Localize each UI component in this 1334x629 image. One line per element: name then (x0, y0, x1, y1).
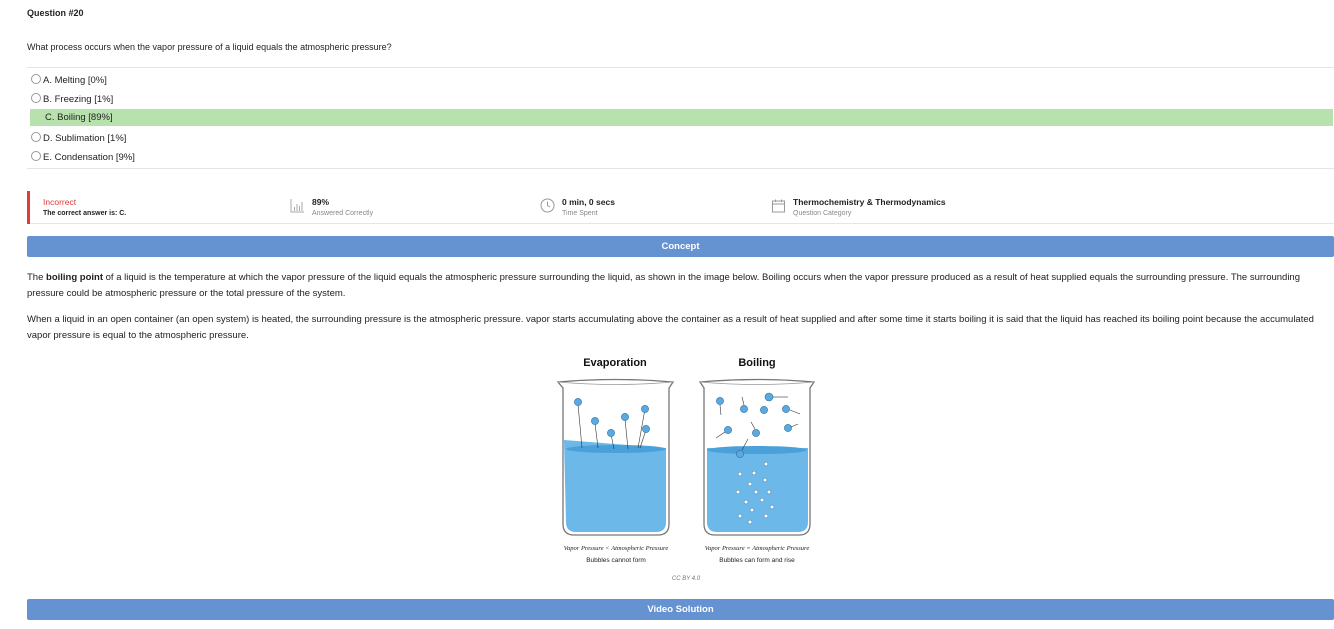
result-status (43, 197, 126, 217)
evaporation-title: Evaporation (583, 357, 647, 369)
time-value: 0 min, 0 secs (562, 197, 615, 207)
calendar-icon (771, 198, 786, 213)
license-text: CC BY 4.0 (671, 576, 701, 582)
result-bar (27, 191, 1334, 224)
option-d[interactable] (31, 130, 1334, 147)
bar-chart-icon (290, 198, 305, 213)
radio-icon[interactable] (31, 74, 41, 84)
option-b[interactable] (31, 91, 1334, 108)
boiling-caption-1: Vapor Pressure = Atmospheric Pressure (704, 545, 810, 552)
clock-icon (540, 198, 555, 213)
time-stat (562, 197, 615, 217)
percent-value: 89% (312, 197, 330, 207)
option-label: A. Melting [0%] (43, 75, 107, 86)
concept-header[interactable]: Concept (27, 236, 1334, 257)
percent-label: Answered Correctly (312, 210, 374, 217)
time-label: Time Spent (562, 210, 598, 217)
boiling-title: Boiling (738, 357, 776, 369)
boiling-caption-2: Bubbles can form and rise (719, 557, 795, 564)
category-stat (793, 197, 946, 217)
radio-icon[interactable] (31, 151, 41, 161)
radio-icon[interactable] (31, 132, 41, 142)
percent-stat (312, 197, 373, 217)
concept-paragraph-2: When a liquid in an open container (an open system) is heated, the surrounding pressure is the atmospheric pressure. vapor starts accumulating above the container as a result of heat supplied and after some time it starts boiling it is said that the liquid has reached its boiling point because the accumulated vapor pressure is equal to the atmospheric pressure. (27, 314, 1314, 341)
incorrect-indicator (27, 191, 30, 224)
p1-post: of a liquid is the temperature at which the vapor pressure of the liquid equals the atmospheric pressure surrounding the liquid, as shown in the image below. Boiling occurs when the vapor pressure produced as a result of heat supplied equals the surrounding pressure. The surrounding pressure could be atmospheric pressure or the total pressure of the system. (27, 272, 1300, 299)
category-value: Thermochemistry & Thermodynamics (793, 197, 946, 207)
option-e[interactable] (31, 149, 1334, 166)
correct-answer-text: The correct answer is: C. (43, 210, 127, 217)
status-text: Incorrect (43, 197, 77, 207)
p1-pre: The (27, 272, 47, 283)
option-c-correct[interactable] (30, 109, 1333, 126)
question-title: Question #20 (27, 8, 84, 18)
evaporation-caption-1: Vapor Pressure < Atmospheric Pressure (563, 545, 669, 552)
beakers-diagram (550, 352, 822, 574)
video-solution-header[interactable]: Video Solution (27, 599, 1334, 620)
p1-bold: boiling point (46, 272, 103, 283)
option-a[interactable] (31, 72, 1334, 89)
answer-options (27, 67, 1334, 169)
option-label: C. Boiling [89%] (45, 112, 113, 123)
evaporation-beaker (558, 380, 673, 536)
category-label: Question Category (793, 210, 852, 217)
option-label: E. Condensation [9%] (43, 152, 135, 163)
concept-paragraph-1 (27, 270, 1334, 302)
option-label: D. Sublimation [1%] (43, 133, 127, 144)
boiling-figure (550, 352, 822, 588)
option-label: B. Freezing [1%] (43, 94, 114, 105)
evaporation-caption-2: Bubbles cannot form (586, 557, 646, 564)
radio-icon[interactable] (31, 93, 41, 103)
question-text: What process occurs when the vapor pressure of a liquid equals the atmospheric pressure? (27, 42, 392, 52)
boiling-beaker (700, 380, 814, 536)
